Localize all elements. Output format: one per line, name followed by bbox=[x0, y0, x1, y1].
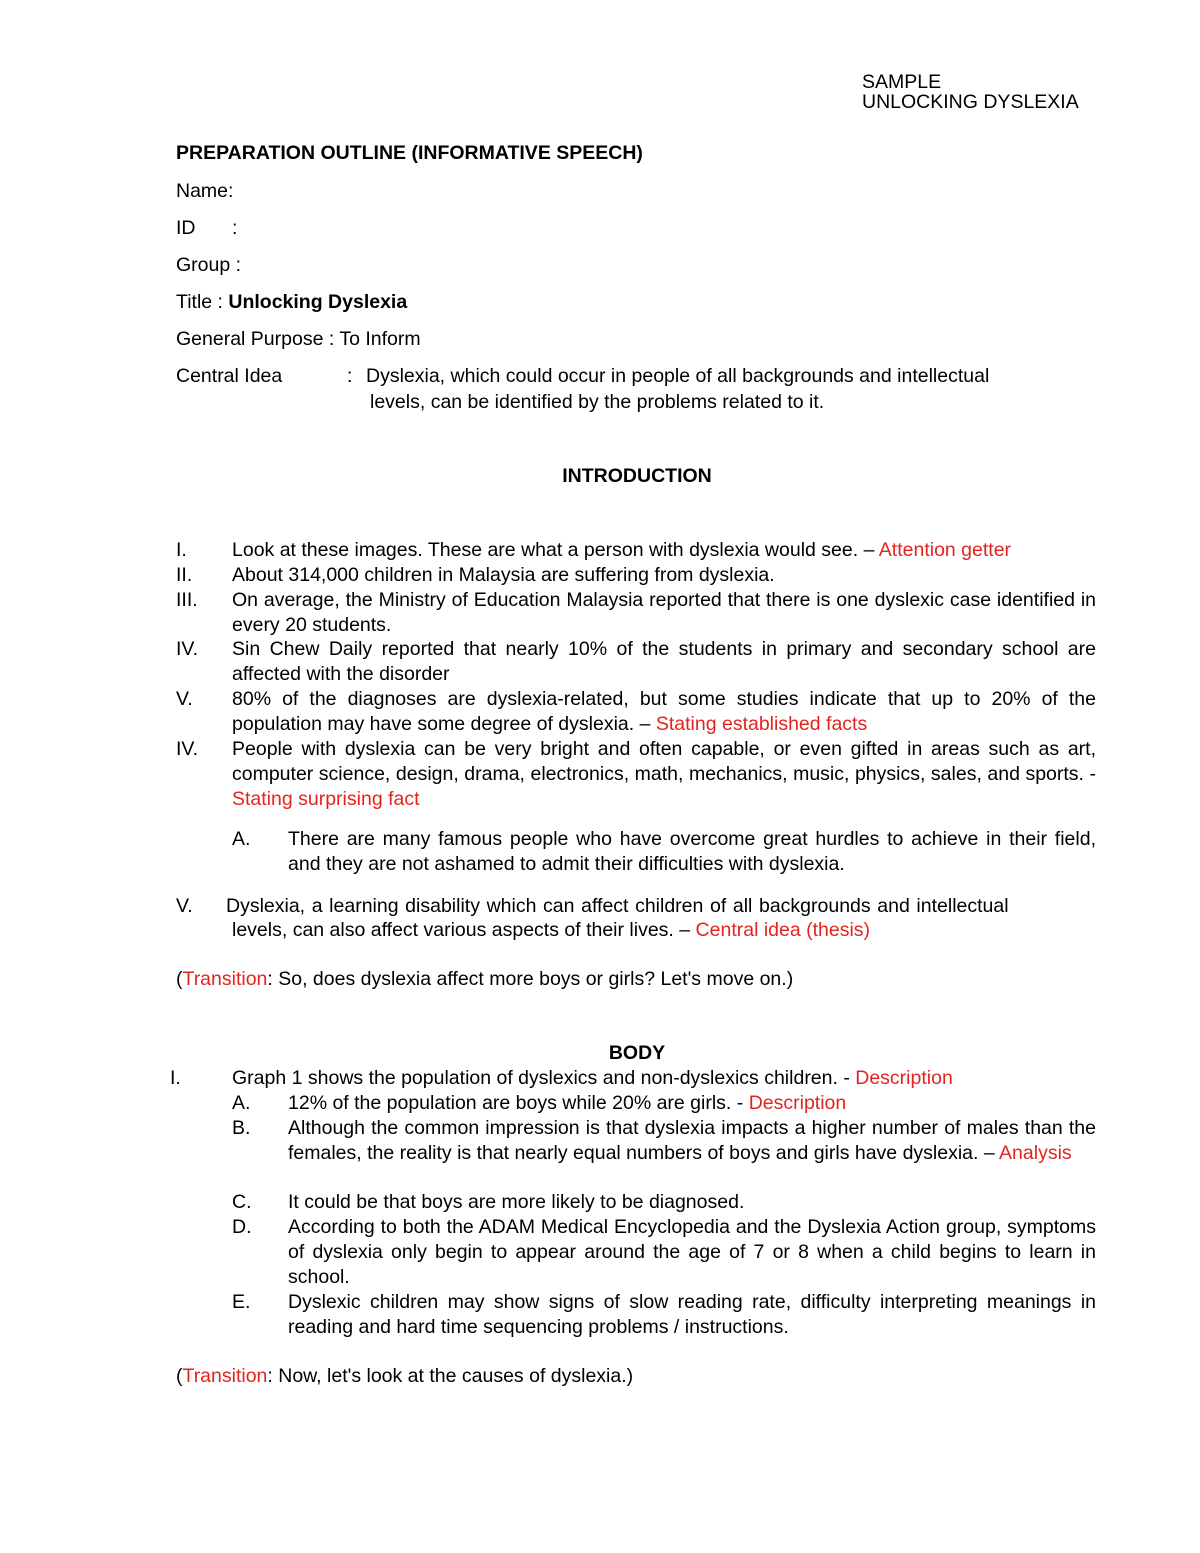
general-purpose-field: General Purpose : To Inform bbox=[176, 328, 421, 350]
sub-item-text bbox=[288, 1290, 1096, 1340]
item-body: Look at these images. These are what a person with dyslexia would see. – bbox=[232, 539, 879, 561]
list-item-line-1: Dyslexia, a learning disability which can affect children of all backgrounds and intellectual bbox=[226, 895, 1009, 917]
item-body: According to both the ADAM Medical Encyclopedia and the Dyslexia Action group, symptoms of dyslexia only begin to appear around the age of 7 or 8 when a child begins to learn in school. bbox=[288, 1216, 1096, 1288]
title-field-label: Title : bbox=[176, 291, 229, 313]
title-field bbox=[176, 290, 407, 315]
list-item-text bbox=[232, 538, 1096, 563]
list-item-number: III. bbox=[176, 589, 198, 611]
sub-item-letter: B. bbox=[232, 1117, 251, 1139]
body-transition bbox=[176, 1364, 633, 1389]
item-body: Although the common impression is that dyslexia impacts a higher number of males than the females, the reality is that nearly equal numbers of boys and girls have dyslexia. – bbox=[288, 1117, 1096, 1164]
list-item-text bbox=[232, 1066, 1096, 1091]
introduction-heading: INTRODUCTION bbox=[562, 465, 712, 487]
header-sample: SAMPLE bbox=[862, 71, 942, 93]
sub-item-text bbox=[288, 1116, 1096, 1166]
item-body: levels, can also affect various aspects of their lives. – bbox=[232, 919, 696, 941]
sub-item-text bbox=[288, 1215, 1096, 1290]
paren: ( bbox=[176, 968, 183, 990]
list-item-number: I. bbox=[170, 1067, 181, 1089]
central-idea-label: Central Idea bbox=[176, 365, 283, 387]
sub-item-letter: D. bbox=[232, 1216, 252, 1238]
central-idea-colon: : bbox=[347, 365, 353, 387]
rhetorical-tag: Description bbox=[855, 1067, 953, 1089]
title-field-value: Unlocking Dyslexia bbox=[228, 291, 408, 313]
list-item-text bbox=[232, 588, 1096, 638]
page-title: PREPARATION OUTLINE (INFORMATIVE SPEECH) bbox=[176, 142, 643, 164]
list-item-number: IV. bbox=[176, 638, 199, 660]
sub-item-letter: A. bbox=[232, 1092, 251, 1114]
paren: ( bbox=[176, 1365, 183, 1387]
list-item-number: V. bbox=[176, 895, 193, 917]
item-body: It could be that boys are more likely to be diagnosed. bbox=[288, 1191, 745, 1213]
list-item-number: I. bbox=[176, 539, 187, 561]
sub-item-text bbox=[288, 1091, 1096, 1116]
item-body: 12% of the population are boys while 20% are girls. - bbox=[288, 1092, 749, 1114]
body-heading: BODY bbox=[608, 1042, 666, 1064]
sub-item-letter: E. bbox=[232, 1291, 251, 1313]
group-field: Group : bbox=[176, 254, 242, 276]
list-item-number: IV. bbox=[176, 738, 199, 760]
item-body: People with dyslexia can be very bright and often capable, or even gifted in areas such as art, computer science, design, drama, electronics, math, mechanics, music, physics, sales, and sports. - bbox=[232, 738, 1096, 785]
list-item-text bbox=[232, 687, 1096, 737]
sub-item-text bbox=[288, 1190, 1096, 1215]
central-idea-line-1: Dyslexia, which could occur in people of all backgrounds and intellectual bbox=[366, 365, 990, 387]
sub-item-letter: A. bbox=[232, 828, 251, 850]
transition-label: Transition bbox=[182, 1365, 268, 1387]
list-item-text bbox=[232, 637, 1096, 687]
item-body: On average, the Ministry of Education Malaysia reported that there is one dyslexic case identified in every 20 students. bbox=[232, 589, 1096, 636]
transition-text: : Now, let's look at the causes of dyslexia.) bbox=[267, 1365, 634, 1387]
central-idea-line-2: levels, can be identified by the problems related to it. bbox=[370, 391, 825, 413]
rhetorical-tag: Central idea (thesis) bbox=[695, 919, 871, 941]
item-body: 80% of the diagnoses are dyslexia-related, but some studies indicate that up to 20% of the population may have some degree of dyslexia. – bbox=[232, 688, 1096, 735]
list-item-number: V. bbox=[176, 688, 193, 710]
rhetorical-tag: Attention getter bbox=[878, 539, 1012, 561]
list-item-number: II. bbox=[176, 564, 193, 586]
item-body: About 314,000 children in Malaysia are suffering from dyslexia. bbox=[232, 564, 775, 586]
item-body: Dyslexic children may show signs of slow reading rate, difficulty interpreting meanings in reading and hard time sequencing problems / instructions. bbox=[288, 1291, 1096, 1338]
rhetorical-tag: Stating established facts bbox=[655, 713, 868, 735]
item-body: Sin Chew Daily reported that nearly 10% of the students in primary and secondary school are affected with the disorder bbox=[232, 638, 1096, 685]
list-item-text bbox=[232, 563, 1096, 588]
id-field-colon: : bbox=[232, 217, 238, 239]
list-item-line-2 bbox=[232, 918, 870, 943]
rhetorical-tag: Description bbox=[748, 1092, 847, 1114]
intro-transition bbox=[176, 967, 793, 992]
list-item-text bbox=[232, 737, 1096, 812]
transition-text: : So, does dyslexia affect more boys or girls? Let's move on.) bbox=[267, 968, 794, 990]
rhetorical-tag: Analysis bbox=[999, 1142, 1072, 1164]
header-doc-name: UNLOCKING DYSLEXIA bbox=[862, 91, 1079, 113]
sub-item-text: There are many famous people who have overcome great hurdles to achieve in their field, and they are not ashamed to admit their difficulties with dyslexia. bbox=[288, 828, 1096, 875]
id-field-label: ID bbox=[176, 217, 196, 239]
sub-item-letter: C. bbox=[232, 1191, 252, 1213]
rhetorical-tag: Stating surprising fact bbox=[232, 788, 420, 810]
name-field: Name: bbox=[176, 180, 234, 202]
transition-label: Transition bbox=[182, 968, 268, 990]
item-body: Graph 1 shows the population of dyslexics and non-dyslexics children. - bbox=[232, 1067, 856, 1089]
